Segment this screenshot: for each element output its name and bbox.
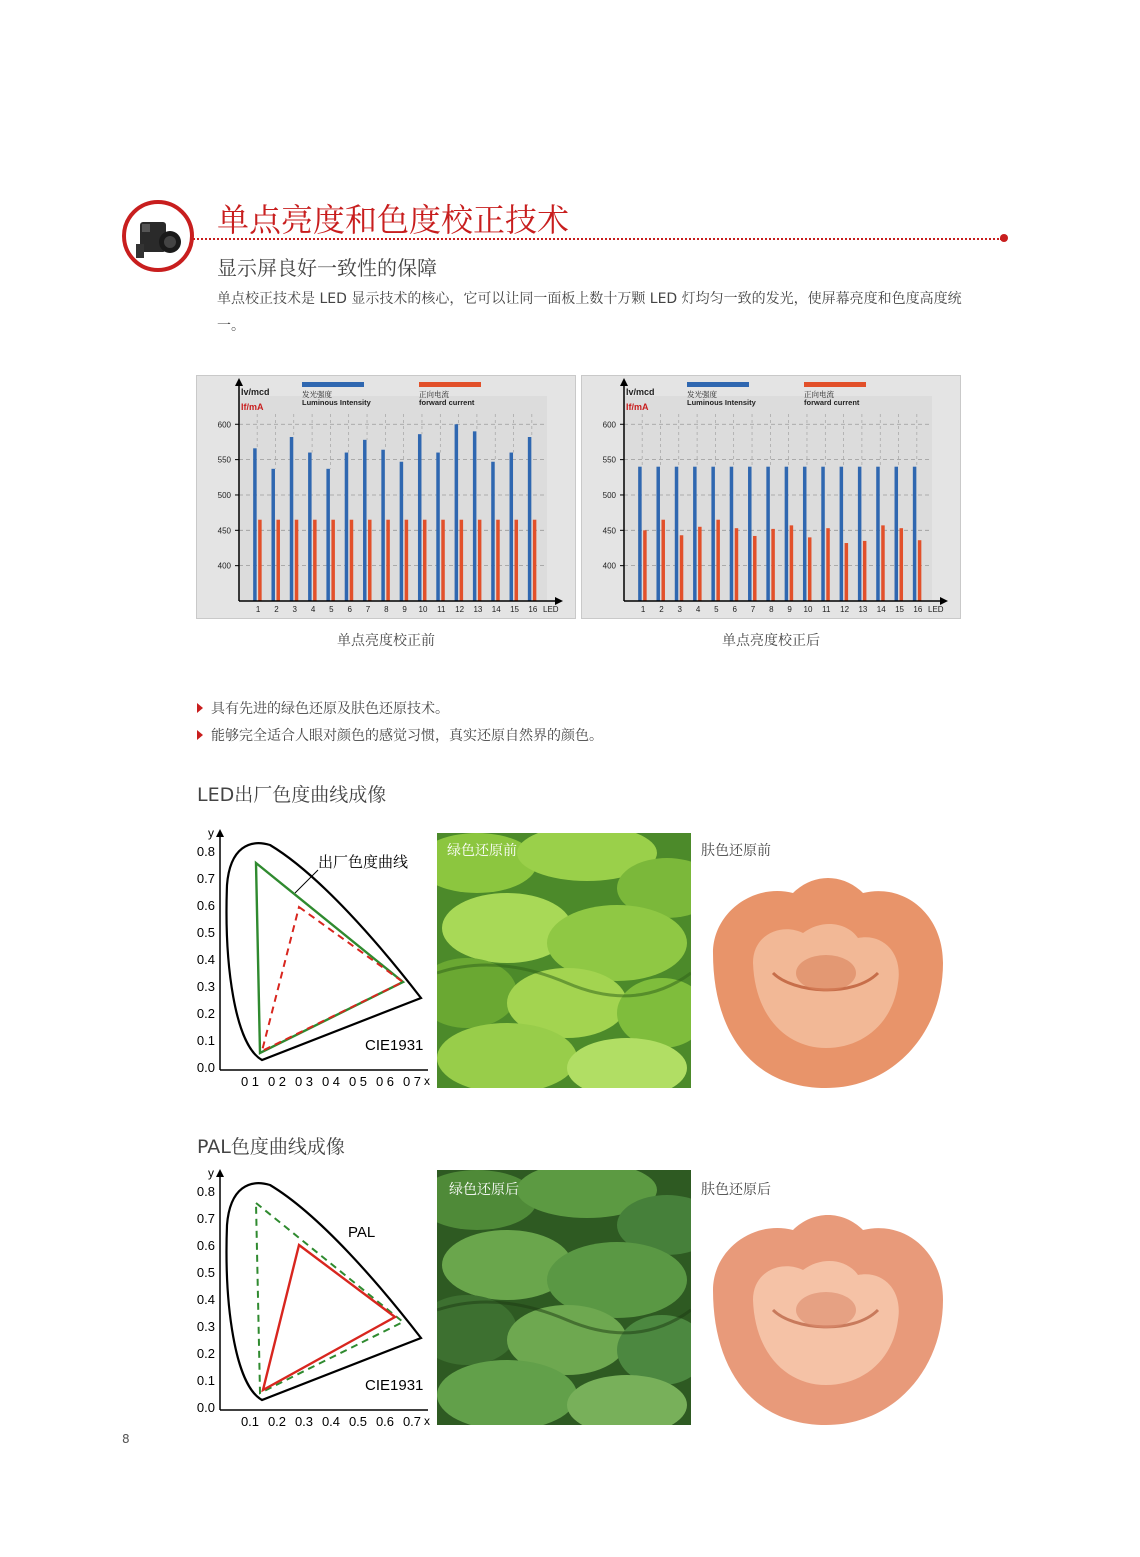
bar-luminous-intensity xyxy=(748,467,752,601)
bar-luminous-intensity xyxy=(418,434,422,601)
bar-forward-current xyxy=(496,520,500,601)
x-tick-label: 2 xyxy=(274,605,279,614)
legend-swatch-blue xyxy=(687,382,749,387)
x-tick-label: 10 xyxy=(803,605,813,614)
x-tick-label: 0 7 xyxy=(402,1074,422,1089)
bar-forward-current xyxy=(826,528,830,601)
x-tick-label: 1 xyxy=(255,605,261,614)
y-tick-label: 0.3 xyxy=(196,979,215,994)
bar-luminous-intensity xyxy=(491,462,495,601)
y-tick-label: 400 xyxy=(602,561,616,571)
chart-after xyxy=(582,376,960,618)
x-axis-name: x xyxy=(424,1414,430,1428)
bar-forward-current xyxy=(771,529,775,601)
y-axis-label-secondary: If/mA xyxy=(241,402,264,412)
bar-forward-current xyxy=(845,543,849,601)
x-tick-label: 7 xyxy=(750,605,756,614)
cie-diagram-factory xyxy=(190,825,435,1090)
cie-label: CIE1931 xyxy=(365,1037,424,1054)
bar-luminous-intensity xyxy=(785,467,789,601)
y-tick-label: 0.1 xyxy=(196,1033,215,1048)
legend-orange-en: forward current xyxy=(804,398,860,407)
bar-luminous-intensity xyxy=(253,448,257,601)
y-tick-label: 450 xyxy=(602,526,616,536)
title-divider-dot xyxy=(1000,234,1008,242)
legend-blue-cn: 发光强度 xyxy=(687,390,717,399)
x-tick-label: 0.6 xyxy=(375,1414,395,1429)
x-tick-label: 0 2 xyxy=(267,1074,287,1089)
bar-luminous-intensity xyxy=(913,467,917,601)
x-tick-label: 0.3 xyxy=(294,1414,314,1429)
x-tick-label: 0.7 xyxy=(402,1414,422,1429)
chart-after-caption: 单点亮度校正后 xyxy=(722,633,820,649)
x-axis-label: LED xyxy=(928,605,944,614)
bar-forward-current xyxy=(716,520,720,601)
bar-luminous-intensity xyxy=(638,467,642,601)
y-axis-name: y xyxy=(208,1166,214,1180)
y-tick-label: 600 xyxy=(217,420,231,430)
bar-forward-current xyxy=(350,520,354,601)
bar-forward-current xyxy=(313,520,317,601)
bullet-arrow-icon xyxy=(197,730,203,740)
x-axis-arrow-icon xyxy=(555,597,563,605)
plot-area xyxy=(624,396,932,601)
y-axis-label-secondary: If/mA xyxy=(626,402,649,412)
label-leader-line xyxy=(295,870,318,893)
legend-orange-en: forward current xyxy=(419,398,475,407)
bar-luminous-intensity xyxy=(675,467,679,601)
bar-luminous-intensity xyxy=(821,467,825,601)
x-tick-label: 4 xyxy=(310,605,316,614)
bar-forward-current xyxy=(368,520,372,601)
bar-forward-current xyxy=(258,520,262,601)
y-tick-label: 400 xyxy=(217,561,231,571)
y-tick-label: 500 xyxy=(602,490,616,500)
bar-luminous-intensity xyxy=(436,453,440,601)
bar-luminous-intensity xyxy=(400,462,404,601)
x-tick-label: 15 xyxy=(895,605,904,614)
x-axis-name: x xyxy=(424,1074,430,1088)
x-tick-label: 5 xyxy=(329,605,334,614)
bar-forward-current xyxy=(680,535,684,601)
y-tick-label: 0.2 xyxy=(196,1006,215,1021)
y-tick-label: 0.5 xyxy=(196,925,215,940)
bar-luminous-intensity xyxy=(455,424,459,601)
bar-forward-current xyxy=(276,520,280,601)
y-tick-label: 0.2 xyxy=(196,1346,215,1361)
section-title-pal: PAL色度曲线成像 xyxy=(197,1136,345,1158)
bar-forward-current xyxy=(331,520,335,601)
x-tick-label: 0.4 xyxy=(321,1414,341,1429)
x-tick-label: 16 xyxy=(528,605,538,614)
camera-icon xyxy=(122,200,194,272)
bar-forward-current xyxy=(735,528,739,601)
x-tick-label: 0 3 xyxy=(294,1074,314,1089)
legend-swatch-orange xyxy=(804,382,866,387)
bullet-text: 具有先进的绿色还原及肤色还原技术。 xyxy=(211,701,449,717)
bullet-item xyxy=(197,698,449,718)
bar-forward-current xyxy=(405,520,409,601)
x-tick-label: 12 xyxy=(840,605,850,614)
x-tick-label: 0.1 xyxy=(240,1414,260,1429)
section-title-led: LED出厂色度曲线成像 xyxy=(197,784,387,806)
y-tick-label: 550 xyxy=(602,455,616,465)
bar-forward-current xyxy=(790,525,794,601)
x-tick-label: 13 xyxy=(858,605,868,614)
bar-luminous-intensity xyxy=(858,467,862,601)
x-tick-label: 3 xyxy=(677,605,683,614)
bar-forward-current xyxy=(460,520,464,601)
photo-skin-after xyxy=(693,1170,959,1425)
x-tick-label: 11 xyxy=(822,605,831,614)
gamut-triangle-red xyxy=(262,907,403,1051)
page-number: 8 xyxy=(122,1432,130,1446)
bar-forward-current xyxy=(808,537,812,601)
x-tick-label: 6 xyxy=(347,605,352,614)
x-tick-label: 3 xyxy=(292,605,298,614)
bar-luminous-intensity xyxy=(803,467,807,601)
x-tick-label: 14 xyxy=(491,605,501,614)
x-tick-label: 9 xyxy=(787,605,792,614)
gamut-triangle-red xyxy=(263,1245,395,1390)
bar-luminous-intensity xyxy=(290,437,294,601)
y-tick-label: 0.7 xyxy=(196,1211,215,1226)
y-tick-label: 0.0 xyxy=(196,1400,215,1415)
y-axis-label-primary: Iv/mcd xyxy=(626,387,655,397)
y-tick-label: 550 xyxy=(217,455,231,465)
bar-luminous-intensity xyxy=(473,431,477,601)
y-axis-label-primary: Iv/mcd xyxy=(241,387,270,397)
x-tick-label: 0.5 xyxy=(348,1414,368,1429)
x-tick-label: 8 xyxy=(769,605,774,614)
y-tick-label: 0.4 xyxy=(196,952,215,967)
bullet-arrow-icon xyxy=(197,703,203,713)
bar-luminous-intensity xyxy=(271,469,275,601)
y-tick-label: 600 xyxy=(602,420,616,430)
diagram-curve-label: PAL xyxy=(348,1224,376,1241)
bar-luminous-intensity xyxy=(326,469,330,601)
bar-forward-current xyxy=(900,528,904,601)
x-tick-label: 0 5 xyxy=(348,1074,368,1089)
y-axis-arrow-icon xyxy=(620,378,628,386)
bar-forward-current xyxy=(918,540,922,601)
page-title: 单点亮度和色度校正技术 xyxy=(217,201,570,239)
bar-luminous-intensity xyxy=(510,453,514,601)
photo-green-before-label: 绿色还原前 xyxy=(447,843,517,859)
x-tick-label: 13 xyxy=(473,605,483,614)
bar-luminous-intensity xyxy=(730,467,734,601)
x-tick-label: 12 xyxy=(455,605,465,614)
x-tick-label: 6 xyxy=(732,605,737,614)
legend-blue-en: Luminous Intensity xyxy=(302,398,371,407)
x-axis-arrow-icon xyxy=(940,597,948,605)
x-tick-label: 0 4 xyxy=(321,1074,341,1089)
bar-forward-current xyxy=(386,520,390,601)
bar-forward-current xyxy=(295,520,299,601)
y-tick-label: 0.0 xyxy=(196,1060,215,1075)
x-tick-label: 14 xyxy=(876,605,886,614)
bar-forward-current xyxy=(881,525,885,601)
x-tick-label: 11 xyxy=(437,605,446,614)
y-tick-label: 0.3 xyxy=(196,1319,215,1334)
bar-forward-current xyxy=(863,541,867,601)
photo-skin-after-label: 肤色还原后 xyxy=(701,1182,771,1198)
y-tick-label: 500 xyxy=(217,490,231,500)
y-tick-label: 0.6 xyxy=(196,1238,215,1253)
bar-forward-current xyxy=(661,520,665,601)
x-tick-label: 9 xyxy=(402,605,407,614)
bar-forward-current xyxy=(533,520,537,601)
bar-luminous-intensity xyxy=(766,467,770,601)
photo-green-before xyxy=(437,833,691,1088)
bar-luminous-intensity xyxy=(381,450,385,601)
bar-forward-current xyxy=(441,520,445,601)
y-tick-label: 0.5 xyxy=(196,1265,215,1280)
spectral-locus xyxy=(227,1183,424,1400)
y-tick-label: 0.4 xyxy=(196,1292,215,1307)
x-axis-label: LED xyxy=(543,605,559,614)
bar-luminous-intensity xyxy=(895,467,899,601)
bar-forward-current xyxy=(643,530,647,601)
legend-orange-cn: 正向电流 xyxy=(804,390,834,399)
intro-paragraph: 单点校正技术是 LED 显示技术的核心，它可以让同一面板上数十万颗 LED 灯均匀一致的发光，使屏幕亮度和色度高度统一。 xyxy=(217,291,962,334)
plot-area xyxy=(239,396,547,601)
x-tick-label: 0 6 xyxy=(375,1074,395,1089)
bar-luminous-intensity xyxy=(308,453,312,601)
y-axis-arrow-icon xyxy=(216,1169,224,1177)
x-tick-label: 5 xyxy=(714,605,719,614)
y-tick-label: 0.6 xyxy=(196,898,215,913)
x-tick-label: 2 xyxy=(659,605,664,614)
bar-luminous-intensity xyxy=(656,467,660,601)
bullet-text: 能够完全适合人眼对颜色的感觉习惯，真实还原自然界的颜色。 xyxy=(211,728,603,744)
chart-before-caption: 单点亮度校正前 xyxy=(337,633,435,649)
y-tick-label: 0.7 xyxy=(196,871,215,886)
y-tick-label: 0.8 xyxy=(196,844,215,859)
x-tick-label: 1 xyxy=(640,605,646,614)
x-tick-label: 0 1 xyxy=(240,1074,260,1089)
cie-diagram-pal xyxy=(190,1165,435,1430)
bar-luminous-intensity xyxy=(528,437,532,601)
x-tick-label: 15 xyxy=(510,605,519,614)
x-tick-label: 16 xyxy=(913,605,923,614)
x-tick-label: 7 xyxy=(365,605,371,614)
x-tick-label: 10 xyxy=(418,605,428,614)
cie-label: CIE1931 xyxy=(365,1377,424,1394)
y-axis-arrow-icon xyxy=(216,829,224,837)
bar-luminous-intensity xyxy=(711,467,715,601)
legend-swatch-blue xyxy=(302,382,364,387)
chart-after-panel xyxy=(581,375,961,619)
title-divider xyxy=(190,238,1002,240)
bar-forward-current xyxy=(423,520,427,601)
bar-forward-current xyxy=(515,520,519,601)
bar-luminous-intensity xyxy=(876,467,880,601)
diagram-curve-label: 出厂色度曲线 xyxy=(318,854,409,871)
bar-luminous-intensity xyxy=(363,440,367,601)
legend-swatch-orange xyxy=(419,382,481,387)
y-tick-label: 0.8 xyxy=(196,1184,215,1199)
legend-blue-cn: 发光强度 xyxy=(302,390,332,399)
chart-before-panel xyxy=(196,375,576,619)
y-tick-label: 0.1 xyxy=(196,1373,215,1388)
photo-green-after-label: 绿色还原后 xyxy=(449,1182,519,1198)
photo-skin-before xyxy=(693,833,959,1088)
bar-luminous-intensity xyxy=(345,453,349,601)
photo-skin-before-label: 肤色还原前 xyxy=(701,843,771,859)
bar-forward-current xyxy=(753,536,757,601)
x-tick-label: 4 xyxy=(695,605,701,614)
bar-forward-current xyxy=(478,520,482,601)
x-tick-label: 8 xyxy=(384,605,389,614)
page-subtitle: 显示屏良好一致性的保障 xyxy=(217,256,437,280)
chart-before xyxy=(197,376,575,618)
bar-luminous-intensity xyxy=(693,467,697,601)
bar-luminous-intensity xyxy=(840,467,844,601)
x-tick-label: 0.2 xyxy=(267,1414,287,1429)
photo-green-after xyxy=(437,1170,691,1425)
y-axis-name: y xyxy=(208,826,214,840)
legend-orange-cn: 正向电流 xyxy=(419,390,449,399)
bar-forward-current xyxy=(698,527,702,601)
y-axis-arrow-icon xyxy=(235,378,243,386)
legend-blue-en: Luminous Intensity xyxy=(687,398,756,407)
bullet-item xyxy=(197,725,603,745)
y-tick-label: 450 xyxy=(217,526,231,536)
